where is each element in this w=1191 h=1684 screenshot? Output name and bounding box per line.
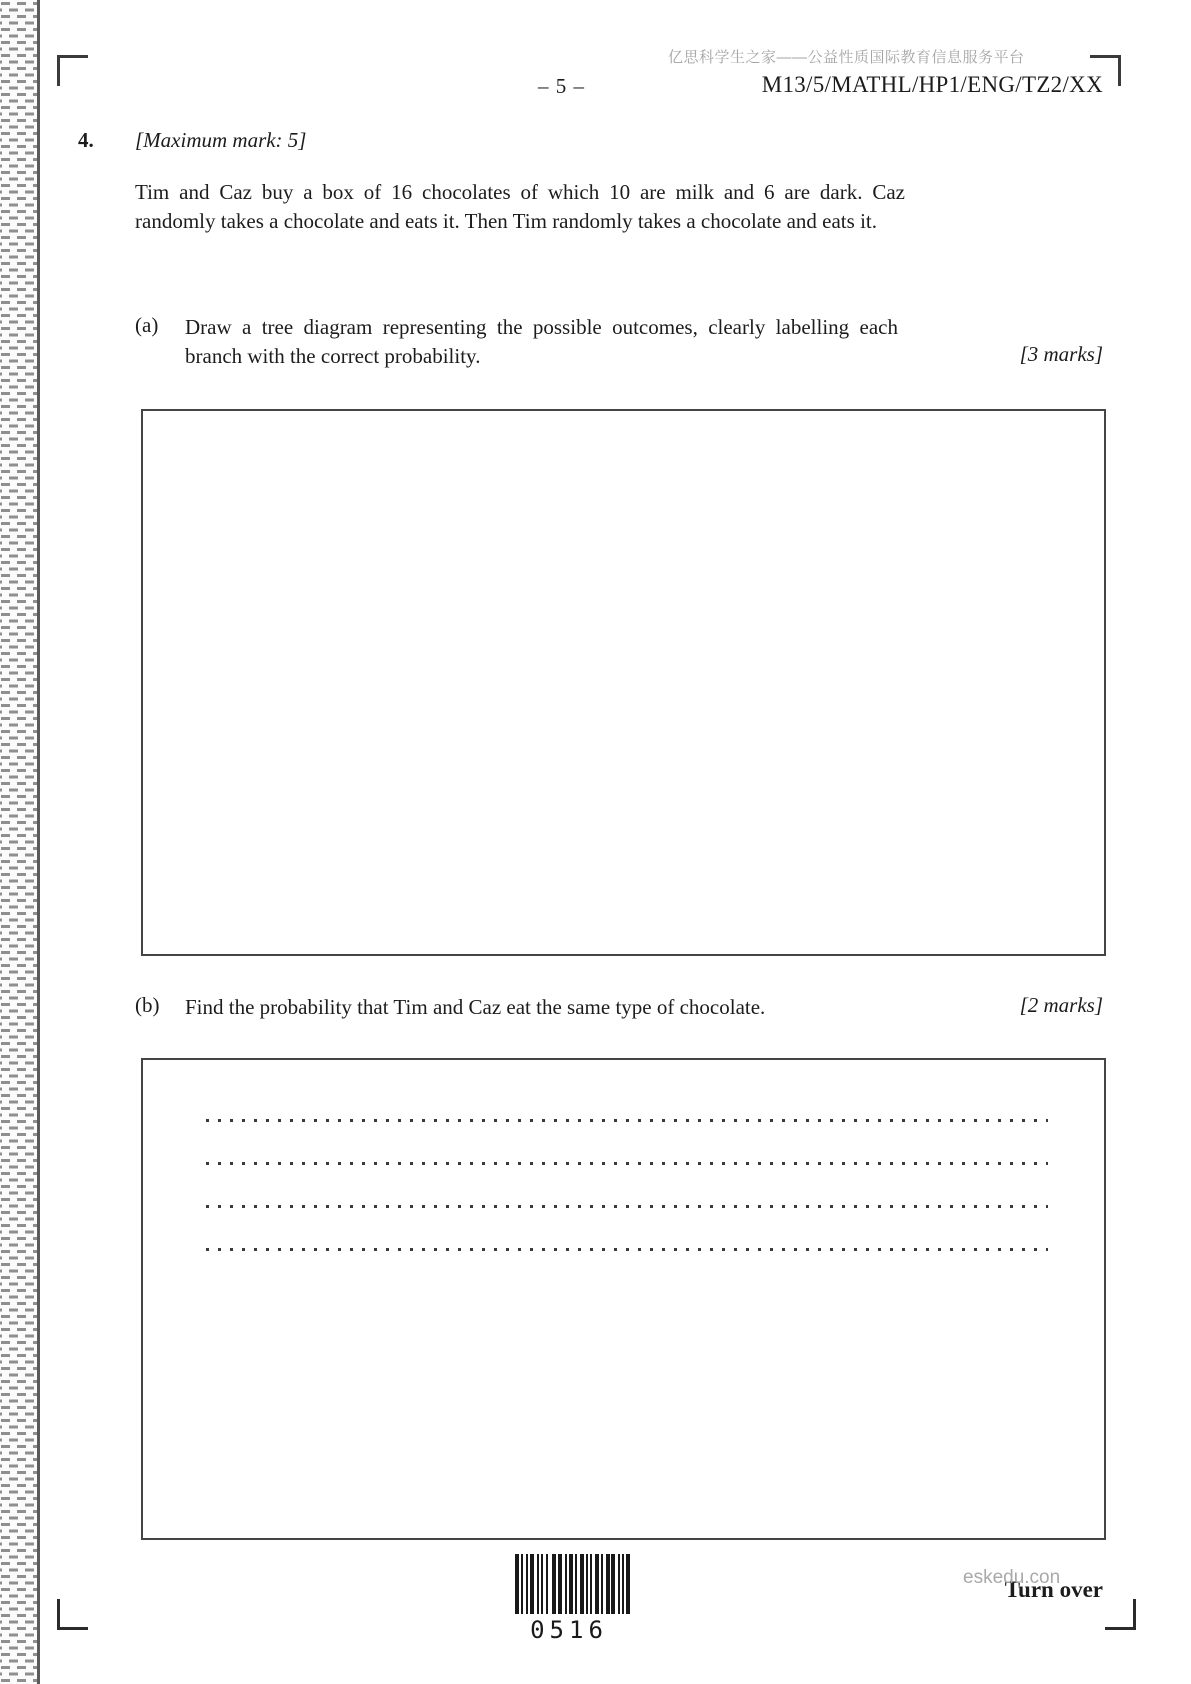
part-b-label: (b) (135, 993, 160, 1017)
binding-texture (0, 0, 40, 1684)
question-number: 4. (78, 128, 94, 152)
part-a-label: (a) (135, 313, 159, 337)
answer-dotted-line (206, 1162, 1048, 1165)
cropmark-bottom-right (1105, 1599, 1136, 1630)
part-b-text: Find the probability that Tim and Caz eat the same type of chocolate. (185, 995, 766, 1019)
answer-dotted-line (206, 1205, 1048, 1208)
barcode (515, 1554, 630, 1614)
turn-over-label: Turn over (1004, 1577, 1103, 1602)
page-number: – 5 – (538, 74, 585, 98)
part-b-marks: [2 marks] (1019, 993, 1103, 1017)
question-max-mark: [Maximum mark: 5] (135, 128, 307, 152)
answer-dotted-line (206, 1248, 1048, 1251)
answer-box-part-a (141, 409, 1106, 956)
question-stem: Tim and Caz buy a box of 16 chocolates of which 10 are milk and 6 are dark. Caz randomly takes a chocolate and eats it. Then Tim randomly takes a chocolate and eats it. (135, 180, 905, 233)
cropmark-bottom-left (57, 1599, 88, 1630)
paper-code: M13/5/MATHL/HP1/ENG/TZ2/XX (761, 72, 1103, 97)
part-a-marks: [3 marks] (1019, 342, 1103, 366)
barcode-digits: 0516 (530, 1616, 608, 1644)
part-a-text: Draw a tree diagram representing the possible outcomes, clearly labelling each branch with the correct probability. (185, 315, 898, 368)
cropmark-top-left (57, 55, 88, 86)
answer-box-part-b (141, 1058, 1106, 1540)
watermark: eskedu.con (963, 1567, 1061, 1588)
site-banner: 亿思科学生之家——公益性质国际教育信息服务平台 (668, 49, 1025, 66)
answer-dotted-line (206, 1119, 1048, 1122)
